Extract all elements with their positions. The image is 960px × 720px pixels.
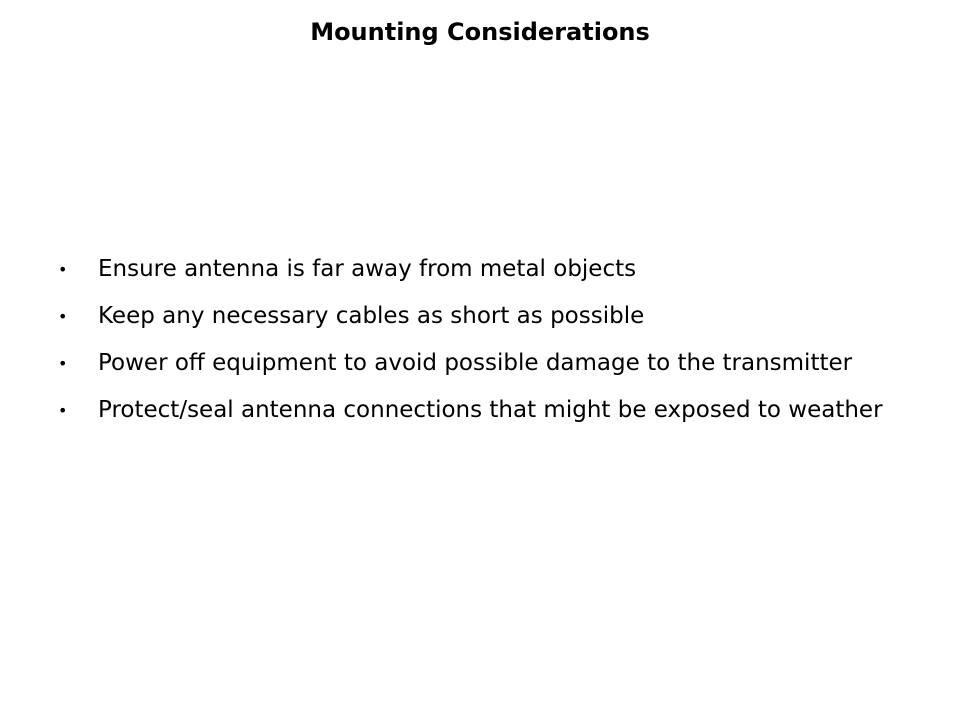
bullet-item-metal-objects <box>58 254 908 285</box>
bullet-list <box>58 254 908 442</box>
bullet-item-power-off <box>58 348 908 379</box>
bullet-text: Keep any necessary cables as short as possible <box>98 303 645 329</box>
slide-title: Mounting Considerations <box>310 18 650 46</box>
bullet-marker: • <box>58 260 68 279</box>
bullet-text: Power off equipment to avoid possible damage to the transmitter <box>98 350 853 376</box>
bullet-marker: • <box>58 354 68 373</box>
bullet-marker: • <box>58 401 68 420</box>
bullet-text: Protect/seal antenna connections that might be exposed to weather <box>98 397 883 423</box>
bullet-marker: • <box>58 307 68 326</box>
bullet-text: Ensure antenna is far away from metal objects <box>98 256 637 282</box>
bullet-item-short-cables <box>58 301 908 332</box>
bullet-item-seal-connections <box>58 395 908 426</box>
